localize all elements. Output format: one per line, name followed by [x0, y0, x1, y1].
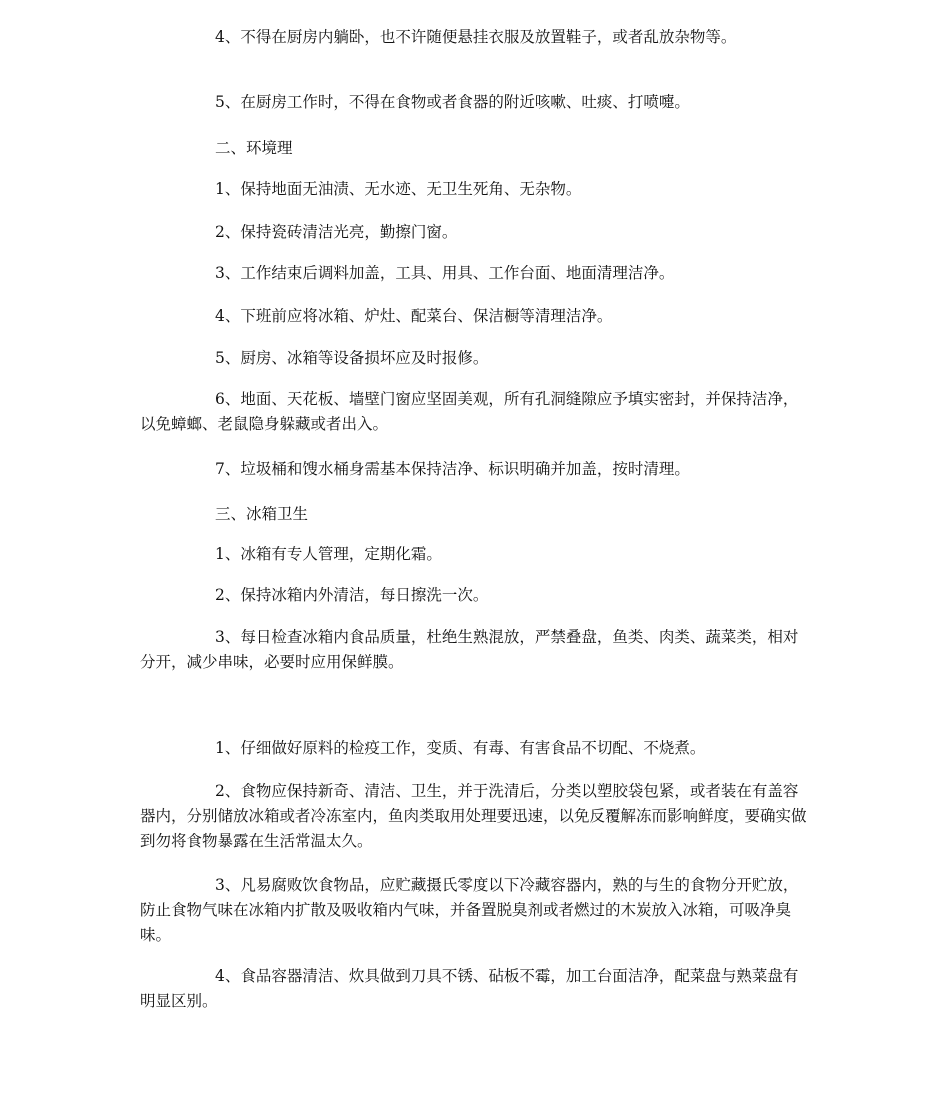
paragraph-food-rule-2: 2、食物应保持新奇、清洁、卫生，并于洗清后，分类以塑胶袋包紧，或者装在有盖容器内，分别储放冰箱或者冷冻室内，鱼肉类取用处理要迅速，以免反覆解冻而影响鲜度，要确实做到勿将食物暴露在生活常温太久。	[140, 782, 807, 850]
paragraph-env-rule-7: 7、垃圾桶和馊水桶身需基本保持洁净、标识明确并加盖，按时清理。	[215, 460, 690, 478]
paragraph-staff-rule-4: 4、不得在厨房内躺卧，也不许随便悬挂衣服及放置鞋子，或者乱放杂物等。	[215, 28, 737, 46]
paragraph-staff-rule-5: 5、在厨房工作时，不得在食物或者食器的附近咳嗽、吐痰、打喷嚏。	[215, 93, 690, 111]
paragraph-env-rule-4: 4、下班前应将冰箱、炉灶、配菜台、保洁橱等清理洁净。	[215, 307, 613, 325]
paragraph-env-rule-6: 6、地面、天花板、墙壁门窗应坚固美观，所有孔洞缝隙应予填实密封，并保持洁净，以免蟑螂、老鼠隐身躲藏或者出入。	[140, 390, 799, 433]
paragraph-env-rule-5: 5、厨房、冰箱等设备损坏应及时报修。	[215, 349, 489, 367]
paragraph-env-rule-3: 3、工作结束后调料加盖，工具、用具、工作台面、地面清理洁净。	[215, 264, 675, 282]
paragraph-env-rule-1: 1、保持地面无油渍、无水迹、无卫生死角、无杂物。	[215, 180, 582, 198]
section-heading-fridge: 三、冰箱卫生	[215, 505, 309, 523]
paragraph-food-rule-1: 1、仔细做好原料的检疫工作，变质、有毒、有害食品不切配、不烧煮。	[215, 739, 706, 757]
paragraph-food-rule-3: 3、凡易腐败饮食物品，应贮藏摄氏零度以下冷藏容器内，熟的与生的食物分开贮放，防止食物气味在冰箱内扩散及吸收箱内气味，并备置脱臭剂或者燃过的木炭放入冰箱，可吸净臭味。	[140, 876, 799, 944]
section-heading-environment: 二、环境理	[215, 139, 293, 157]
paragraph-fridge-rule-1: 1、冰箱有专人管理，定期化霜。	[215, 545, 442, 563]
paragraph-fridge-rule-2: 2、保持冰箱内外清洁，每日擦洗一次。	[215, 586, 489, 604]
paragraph-food-rule-4: 4、食品容器清洁、炊具做到刀具不锈、砧板不霉，加工台面洁净，配菜盘与熟菜盘有明显区别。	[140, 967, 799, 1010]
paragraph-fridge-rule-3: 3、每日检查冰箱内食品质量，杜绝生熟混放，严禁叠盘，鱼类、肉类、蔬菜类，相对分开，减少串味，必要时应用保鲜膜。	[140, 628, 799, 671]
paragraph-env-rule-2: 2、保持瓷砖清洁光亮，勤擦门窗。	[215, 223, 458, 241]
